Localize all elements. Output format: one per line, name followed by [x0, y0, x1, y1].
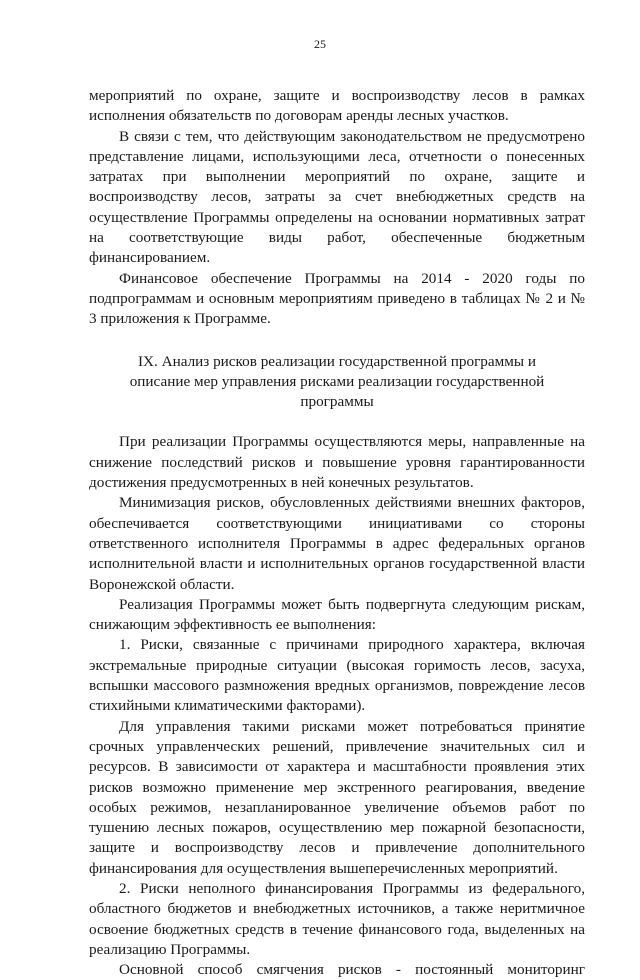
section-heading-line-2: описание мер управления рисками реализации государственной — [129, 372, 545, 390]
paragraph-continuation: мероприятий по охране, защите и воспроизводству лесов в рамках исполнения обязательств по договорам аренды лесных участков. — [89, 87, 585, 125]
section-heading-line-3: программы — [300, 393, 374, 411]
paragraph-measures: При реализации Программы осуществляются меры, направленные на снижение последствий рисков и повышение уровня гарантированности достижения предусмотренных в ней конечных результатов. — [89, 433, 585, 492]
document-body — [89, 86, 585, 980]
page-number: 25 — [314, 37, 326, 51]
paragraph-risk-natural: 1. Риски, связанные с причинами природного характера, включая экстремальные природные ситуации (высокая горимость лесов, засуха, вспышки массового размножения вредных организмов, повреждение лесов стихийными климатическими факторами). — [89, 636, 585, 715]
paragraph-risk-financing: 2. Риски неполного финансирования Программы из федерального, областного бюджетов и внебюджетных источников, а также неритмичное освоение бюджетных средств в течение финансового года, выделенных на реализацию Программы. — [89, 879, 585, 958]
paragraph-reporting: В связи с тем, что действующим законодательством не предусмотрено представление лицами, использующими леса, отчетности о понесенных затратах при выполнении мероприятий по охране, защите и воспроизводству лесов, затраты за счет внебюджетных средств на осуществление Программы определены на основании нормативных затрат на соответствующие виды работ, обеспеченные бюджетным финансированием. — [89, 127, 585, 267]
paragraph-minimization: Минимизация рисков, обусловленных действиями внешних факторов, обеспечивается соответствующими инициативами со стороны ответственного исполнителя Программы в адрес федеральных органов исполнительной власти и исполнительных органов государственной власти Воронежской области. — [89, 494, 585, 593]
paragraph-risk-management: Для управления такими рисками может потребоваться принятие срочных управленческих решений, привлечение значительных сил и ресурсов. В зависимости от характера и масштабности проявления этих рисков возможно применение мер экстренного реагирования, введение особых режимов, незапланированное увеличение объемов работ по тушению лесных пожаров, осуществлению мер пожарной безопасности, защите и воспроизводству лесов и привлечение дополнительного финансирования для осуществления вышеперечисленных мероприятий. — [89, 717, 585, 877]
paragraph-mitigation: Основной способ смягчения рисков - постоянный мониторинг — [119, 961, 585, 979]
section-heading-line-1: IX. Анализ рисков реализации государственной программы и — [137, 352, 536, 370]
paragraph-financing: Финансовое обеспечение Программы на 2014 - 2020 годы по подпрограммам и основным мероприятиям приведено в таблицах № 2 и № 3 приложения к Программе. — [89, 269, 585, 328]
section-heading — [89, 352, 585, 413]
paragraph-risks-intro: Реализация Программы может быть подвергнута следующим рискам, снижающим эффективность ее выполнения: — [89, 595, 585, 634]
